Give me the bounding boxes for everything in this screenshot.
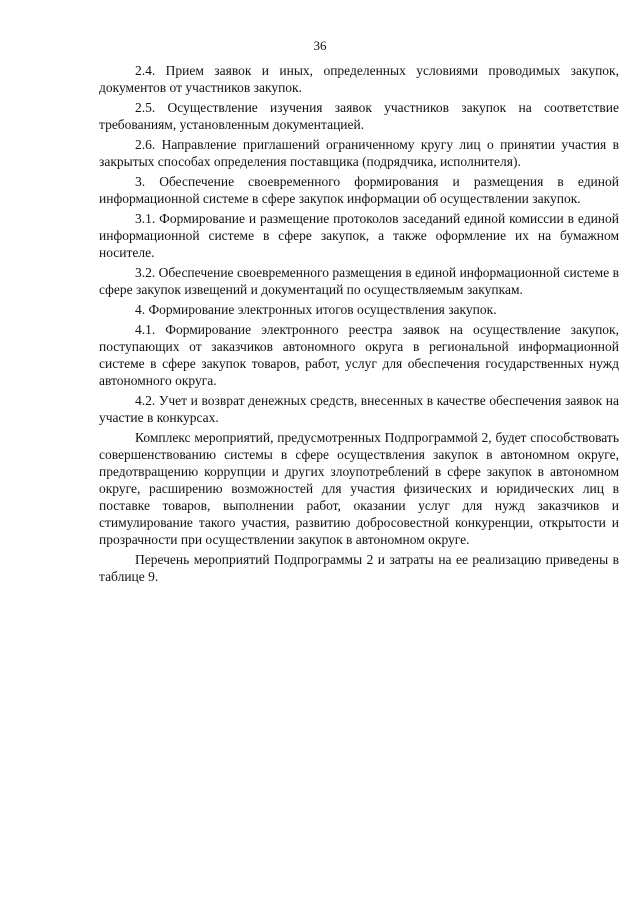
paragraph-4-1: 4.1. Формирование электронного реестра заявок на осуществление закупок, поступающих от заказчиков автономного округа в региональной информационной системе в сфере закупок товаров, работ, услуг для обеспечения государственных нужд автономного округа.: [99, 322, 619, 388]
paragraph-3: 3. Обеспечение своевременного формирования и размещения в единой информационной системе в сфере закупок информации об осуществлении закупок.: [99, 174, 619, 206]
paragraph-2-4: 2.4. Прием заявок и иных, определенных условиями проводимых закупок, документов от участников закупок.: [99, 63, 619, 95]
paragraph-2-6: 2.6. Направление приглашений ограниченному кругу лиц о принятии участия в закрытых способах определения поставщика (подрядчика, исполнителя).: [99, 137, 619, 169]
document-body: [99, 62, 619, 588]
paragraph-3-2: 3.2. Обеспечение своевременного размещения в единой информационной системе в сфере закупок извещений и документаций по осуществляемым закупкам.: [99, 265, 619, 297]
paragraph-3-1: 3.1. Формирование и размещение протоколов заседаний единой комиссии в единой информационной системе в сфере закупок, а также оформление их на бумажном носителе.: [99, 211, 619, 260]
paragraph-2-5: 2.5. Осуществление изучения заявок участников закупок на соответствие требованиям, установленным документацией.: [99, 100, 619, 132]
page-number: 36: [313, 38, 327, 53]
paragraph-measures-list: Перечень мероприятий Подпрограммы 2 и затраты на ее реализацию приведены в таблице 9.: [99, 552, 619, 584]
paragraph-complex-measures: Комплекс мероприятий, предусмотренных Подпрограммой 2, будет способствовать совершенствованию системы в сфере осуществления закупок в автономном округе, предотвращению коррупции и других злоупотреблений в сфере закупок в автономном округе, расширению возможностей для участия физических и юридических лиц в поставке товаров, выполнении работ, оказании услуг для нужд заказчиков и стимулирование такого участия, развитию добросовестной конкуренции, открытости и прозрачности при осуществлении закупок в автономном округе.: [99, 430, 619, 547]
paragraph-4: 4. Формирование электронных итогов осуществления закупок.: [135, 302, 497, 317]
paragraph-4-2: 4.2. Учет и возврат денежных средств, внесенных в качестве обеспечения заявок на участие в конкурсах.: [99, 393, 619, 425]
